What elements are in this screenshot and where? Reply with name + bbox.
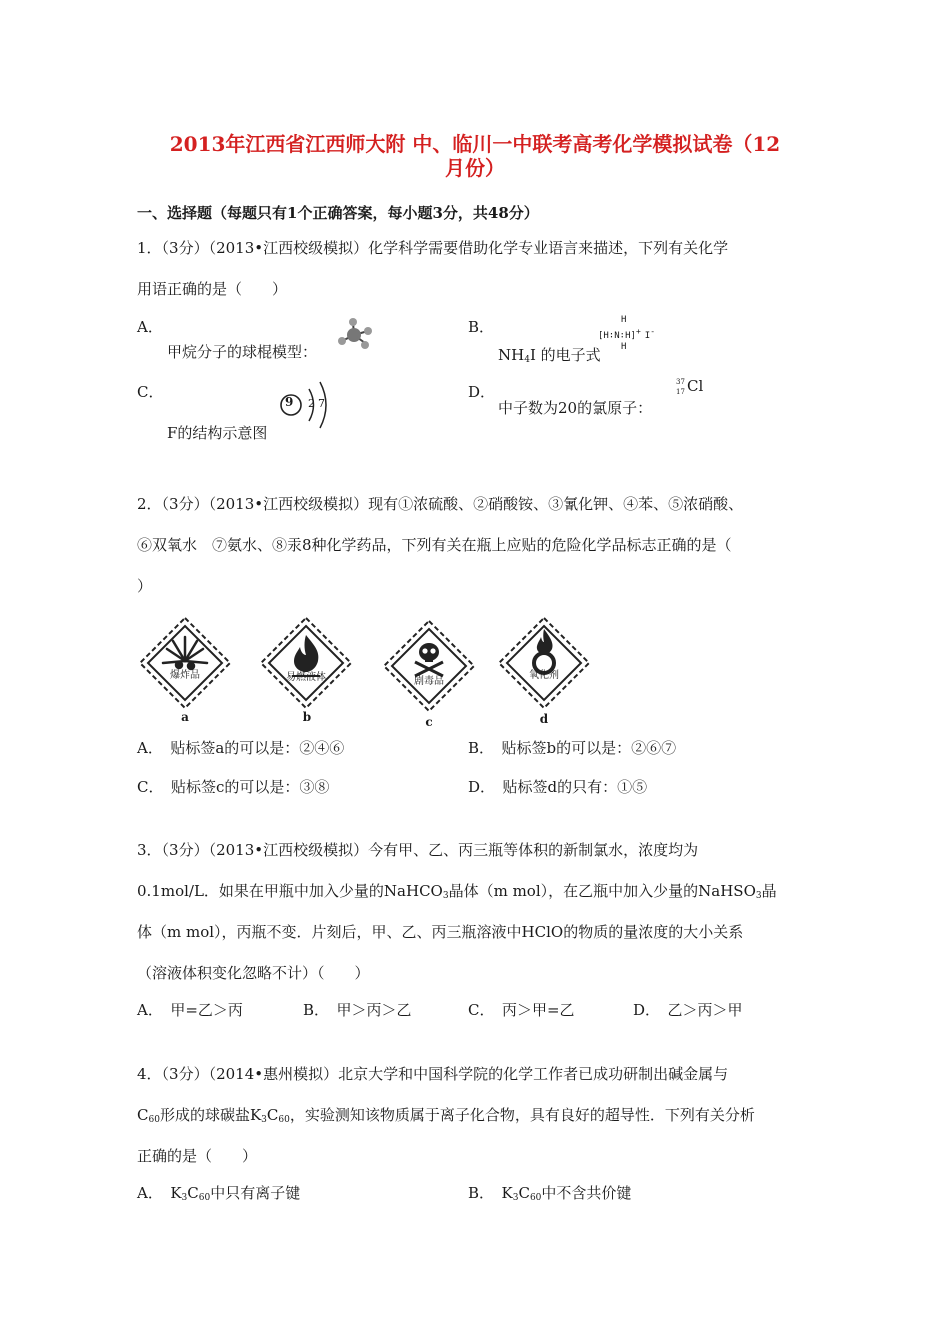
- q1-option-c-text: F的结构示意图: [167, 424, 268, 442]
- q3-stem-line3: 体（m mol），丙瓶不变．片刻后，甲、乙、丙三瓶溶液中HClO的物质的量浓度的大小关系: [137, 923, 744, 941]
- chlorine-symbol: Cl: [687, 377, 704, 395]
- q1-stem-line1: 1．（3分）（2013•江西校级模拟）化学科学需要借助化学专业语言来描述，下列有关化学: [137, 239, 729, 257]
- hazard-sign-d-text: 氧化剂: [529, 670, 559, 681]
- hazard-sign-b: [258, 615, 354, 711]
- fluorine-shell2-electrons: 7: [318, 397, 325, 410]
- fluorine-shell1-electrons: 2: [308, 397, 315, 410]
- hazard-sign-d-caption: d: [539, 712, 549, 726]
- q1-option-b-label: B．: [468, 318, 495, 336]
- q4-option-b: B． $K_3C_{60}$中不含共价键: [468, 1184, 632, 1203]
- hazard-sign-c-caption: c: [425, 715, 433, 729]
- q3-option-a: A． 甲=乙＞丙: [137, 1001, 243, 1019]
- page-title-line1: 2013年江西省江西师大附 中、临川一中联考高考化学模拟试卷（12: [169, 132, 781, 156]
- q2-option-c: C． 贴标签c的可以是：③⑧: [137, 778, 330, 796]
- q3-stem-line1: 3．（3分）（2013•江西校级模拟）今有甲、乙、丙三瓶等体积的新制氯水，浓度均为: [137, 841, 699, 859]
- q3-option-d: D． 乙＞丙＞甲: [633, 1001, 743, 1019]
- fluorine-nucleus-charge: 9: [285, 395, 294, 409]
- q2-option-d: D． 贴标签d的只有：①⑤: [468, 778, 648, 796]
- q2-option-a: A． 贴标签a的可以是：②④⑥: [137, 739, 345, 757]
- chlorine-mass-number: 37: [676, 378, 685, 386]
- hazard-sign-a-caption: a: [181, 710, 189, 724]
- q1-option-c-label: C．: [137, 383, 164, 401]
- nh4i-electron-formula: H [H∶N∶H]+ I- H: [598, 315, 656, 352]
- q1-option-b-text: $NH_4I$ 的电子式: [498, 346, 601, 365]
- q4-stem-line3: 正确的是（ ）: [137, 1147, 258, 1165]
- q3-option-b: B． 甲＞丙＞乙: [303, 1001, 412, 1019]
- page-title-line2: 月份）: [445, 156, 505, 180]
- chlorine-atomic-number: 17: [676, 388, 685, 396]
- hazard-sign-b-text: 易燃液体: [286, 672, 326, 683]
- q1-stem-line2: 用语正确的是（ ）: [137, 280, 288, 298]
- q2-stem-line2: ⑥双氧水 ⑦氨水、⑧汞8种化学药品，下列有关在瓶上应贴的危险化学品标志正确的是（: [137, 536, 732, 554]
- hazard-sign-c: [381, 618, 477, 714]
- q2-stem-line1: 2．（3分）（2013•江西校级模拟）现有①浓硫酸、②硝酸铵、③氰化钾、④苯、⑤浓硝酸、: [137, 495, 744, 513]
- q4-option-a: A． $K_3C_{60}$中只有离子键: [137, 1184, 301, 1203]
- q2-option-b: B． 贴标签b的可以是：②⑥⑦: [468, 739, 677, 757]
- section-heading: 一、选择题（每题只有1个正确答案，每小题3分，共48分）: [137, 204, 539, 222]
- hazard-sign-a-text: 爆炸品: [170, 670, 200, 681]
- q4-stem-line2: $C_{60}$形成的球碳盐$K_3C_{60}$，实验测知该物质属于离子化合物，具有良好的超导性．下列有关分析: [137, 1106, 755, 1125]
- flame-icon: [294, 635, 318, 672]
- q1-option-d-text: 中子数为20的氯原子：: [498, 399, 653, 417]
- hazard-sign-a: [137, 615, 233, 711]
- q2-stem-line3: ）: [137, 577, 153, 595]
- q3-stem-line4: （溶液体积变化忽略不计）（ ）: [137, 964, 370, 982]
- q4-stem-line1: 4．（3分）（2014•惠州模拟）北京大学和中国科学院的化学工作者已成功研制出碱金属与: [137, 1065, 729, 1083]
- q1-option-a-text: 甲烷分子的球棍模型：: [167, 343, 318, 361]
- q1-option-a-label: A．: [137, 318, 163, 336]
- q3-stem-line2: 0.1mol/L．如果在甲瓶中加入少量的NaHCO$_3$晶体（m mol），在乙瓶中加入少量的NaHSO$_3$晶: [137, 882, 777, 901]
- q1-option-d-label: D．: [468, 383, 496, 401]
- hazard-sign-b-caption: b: [302, 710, 312, 724]
- methane-ball-stick-model-icon: [336, 316, 376, 354]
- hazard-sign-c-text: 剧毒品: [414, 676, 444, 687]
- q3-option-c: C． 丙＞甲=乙: [468, 1001, 575, 1019]
- hazard-sign-d: [496, 615, 592, 711]
